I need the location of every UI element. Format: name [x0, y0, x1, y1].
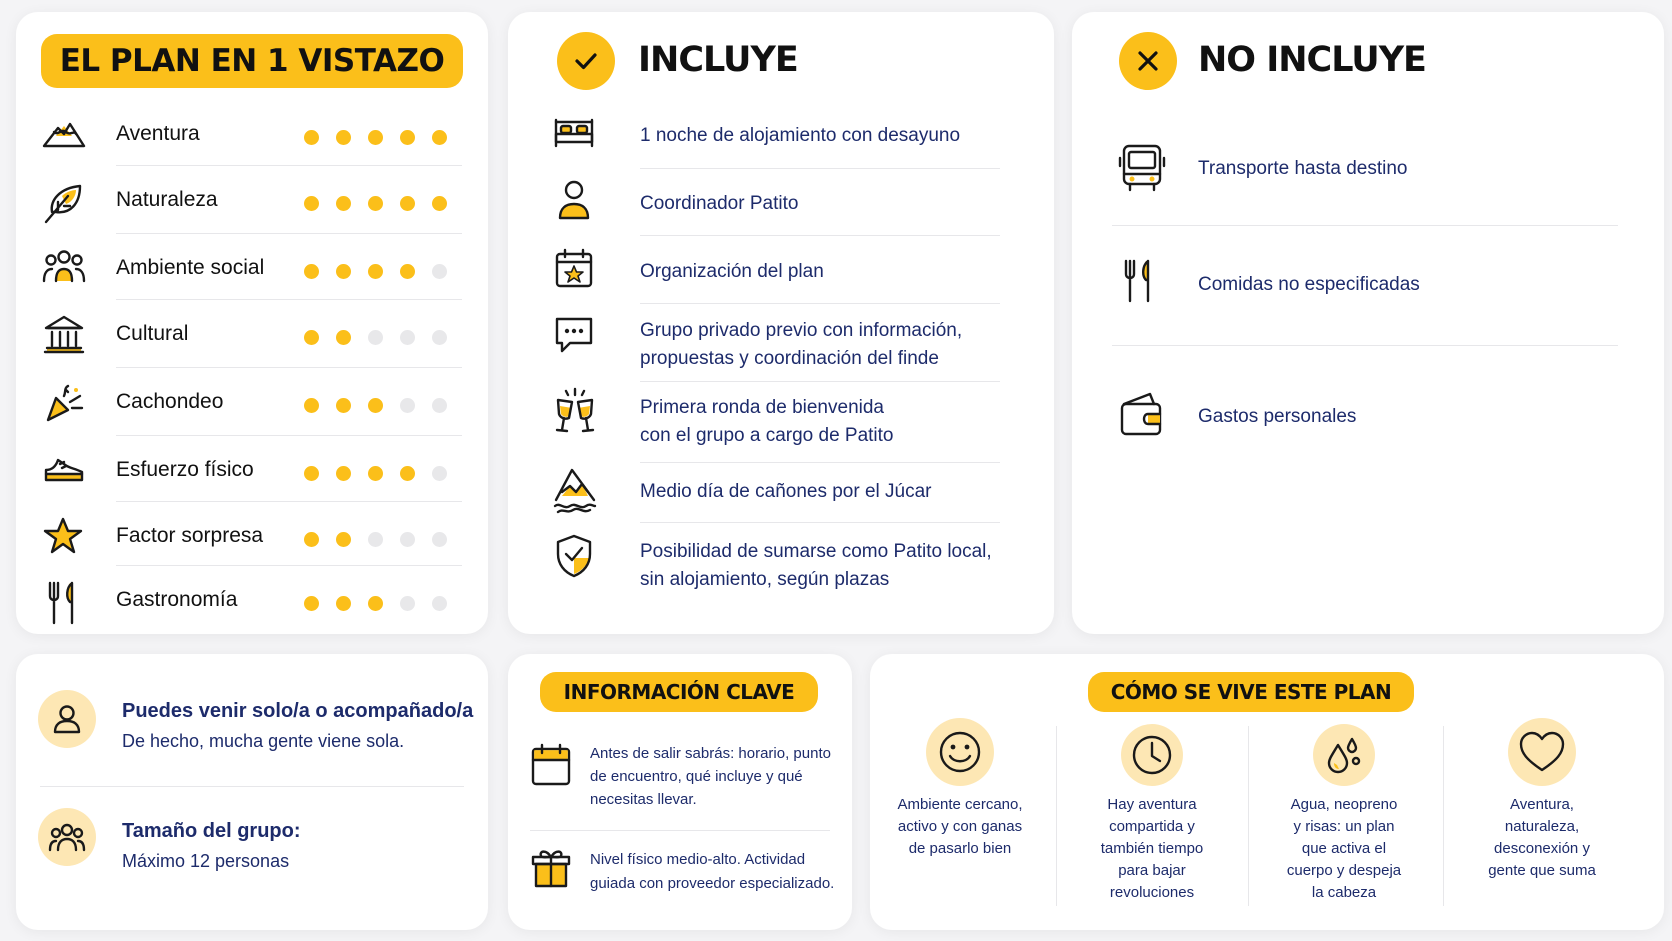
includes-item-text: 1 noche de alojamiento con desayuno — [640, 125, 961, 146]
rating-dots — [304, 398, 454, 412]
excludes-item-text: Transporte hasta destino — [1198, 158, 1408, 179]
cutlery-icon — [42, 580, 86, 620]
rating-label: Cultural — [116, 322, 189, 345]
rating-label: Ambiente social — [116, 256, 265, 279]
rating-dot — [304, 330, 319, 345]
key-info-title: INFORMACIÓN CLAVE — [540, 672, 818, 712]
experience-title: CÓMO SE VIVE ESTE PLAN — [1088, 672, 1414, 712]
rating-dot — [336, 130, 351, 145]
rating-dot — [400, 532, 415, 547]
leaf-icon — [42, 180, 86, 220]
includes-item-text: Primera ronda de bienvenida con el grupo a cargo de Patito — [640, 397, 894, 446]
rating-dots — [304, 532, 454, 546]
people-group-icon — [38, 808, 96, 866]
rating-dot — [432, 130, 447, 145]
rating-dot — [400, 130, 415, 145]
rating-label: Aventura — [116, 122, 200, 145]
rating-dot — [400, 466, 415, 481]
wallet-icon — [1118, 390, 1166, 442]
rating-dot — [400, 596, 415, 611]
excludes-item-text: Comidas no especificadas — [1198, 274, 1420, 295]
rating-dot — [400, 330, 415, 345]
divider — [1112, 345, 1618, 346]
experience-item-text: Aventura, naturaleza, desconexión y gente que suma — [1488, 796, 1596, 879]
divider — [1248, 726, 1249, 906]
rating-label: Gastronomía — [116, 588, 238, 611]
rating-row — [40, 166, 462, 234]
sneaker-icon — [42, 450, 86, 490]
rating-dot — [368, 398, 383, 413]
rating-dot — [400, 398, 415, 413]
calendar-star-icon — [552, 246, 596, 290]
divider — [640, 168, 1000, 169]
museum-icon — [42, 314, 86, 354]
experience-item-text: Ambiente cercano, activo y con ganas de pasarlo bien — [897, 796, 1023, 857]
rating-dot — [304, 596, 319, 611]
rating-dot — [304, 532, 319, 547]
solo-subtitle: De hecho, mucha gente viene sola. — [122, 731, 405, 751]
shield-check-icon — [552, 532, 596, 576]
rating-dot — [432, 196, 447, 211]
divider — [1112, 225, 1618, 226]
divider — [640, 381, 1000, 382]
rating-row — [40, 300, 462, 368]
excludes-item-text: Gastos personales — [1198, 406, 1357, 427]
rating-dot — [336, 466, 351, 481]
chat-bubble-icon — [552, 313, 596, 357]
excludes-card — [1072, 12, 1664, 634]
bus-icon — [1118, 142, 1166, 194]
includes-item-text: Coordinador Patito — [640, 193, 799, 214]
includes-item-text: Medio día de cañones por el Júcar — [640, 481, 932, 502]
rating-dot — [304, 130, 319, 145]
rating-dot — [432, 398, 447, 413]
party-popper-icon — [42, 382, 86, 422]
rating-dot — [336, 196, 351, 211]
canyon-icon — [552, 466, 596, 510]
rating-label: Cachondeo — [116, 390, 224, 413]
rating-dots — [304, 466, 454, 480]
cheers-glasses-icon — [552, 386, 596, 430]
rating-dot — [432, 532, 447, 547]
check-badge-icon — [557, 32, 615, 90]
people-group-icon — [42, 248, 86, 288]
calendar-icon — [530, 742, 572, 793]
rating-row — [40, 368, 462, 436]
plan-overview-title: EL PLAN EN 1 VISTAZO — [41, 34, 463, 88]
rating-dot — [304, 466, 319, 481]
clock-icon — [1121, 724, 1183, 786]
experience-item-text: Hay aventura compartida y también tiempo para bajar revoluciones — [1100, 796, 1204, 901]
divider — [640, 303, 1000, 304]
bed-icon — [552, 112, 596, 156]
person-icon — [38, 690, 96, 748]
cutlery-icon — [1118, 258, 1166, 310]
excludes-title: NO INCLUYE — [1198, 40, 1426, 80]
x-badge-icon — [1119, 32, 1177, 90]
rating-row — [40, 502, 462, 566]
solo-title: Puedes venir solo/a o acompañado/a — [122, 700, 474, 722]
rating-dot — [432, 596, 447, 611]
rating-dot — [432, 466, 447, 481]
group-info-card — [16, 654, 488, 930]
gift-icon — [530, 846, 572, 895]
rating-label: Factor sorpresa — [116, 524, 264, 547]
group-size-value: Máximo 12 personas — [122, 851, 290, 871]
rating-dots — [304, 264, 454, 278]
divider — [640, 235, 1000, 236]
rating-dots — [304, 130, 454, 144]
rating-dot — [368, 264, 383, 279]
includes-item-text: Grupo privado previo con información, propuestas y coordinación del finde — [640, 320, 963, 369]
rating-row — [40, 100, 462, 166]
includes-title: INCLUYE — [638, 40, 798, 80]
divider — [1443, 726, 1444, 906]
rating-dot — [368, 596, 383, 611]
key-info-item: Antes de salir sabrás: horario, punto de encuentro, qué incluye y qué necesitas llevar. — [590, 745, 831, 808]
includes-item-text: Posibilidad de sumarse como Patito local, sin alojamiento, según plazas — [640, 541, 992, 590]
experience-item-text: Agua, neopreno y risas: un plan que activa el cuerpo y despeja la cabeza — [1286, 796, 1402, 901]
rating-dot — [368, 330, 383, 345]
includes-item-text: Organización del plan — [640, 261, 824, 282]
rating-row — [40, 566, 462, 626]
rating-dot — [432, 264, 447, 279]
rating-dot — [400, 196, 415, 211]
water-drops-icon — [1313, 724, 1375, 786]
rating-dot — [368, 130, 383, 145]
divider — [1056, 726, 1057, 906]
rating-dot — [336, 264, 351, 279]
rating-dots — [304, 330, 454, 344]
divider — [640, 522, 1000, 523]
divider — [640, 462, 1000, 463]
rating-dot — [336, 398, 351, 413]
rating-dots — [304, 596, 454, 610]
rating-dot — [336, 330, 351, 345]
group-size-title: Tamaño del grupo: — [122, 820, 301, 842]
mountain-icon — [42, 114, 86, 154]
rating-dots — [304, 196, 454, 210]
rating-dot — [304, 196, 319, 211]
rating-dot — [304, 398, 319, 413]
divider — [530, 830, 830, 831]
rating-dot — [368, 466, 383, 481]
rating-dot — [336, 532, 351, 547]
heart-icon — [1508, 718, 1576, 786]
smile-icon — [926, 718, 994, 786]
rating-label: Esfuerzo físico — [116, 458, 254, 481]
star-icon — [42, 516, 86, 556]
rating-dot — [400, 264, 415, 279]
divider — [40, 786, 464, 787]
rating-label: Naturaleza — [116, 188, 218, 211]
rating-row — [40, 436, 462, 502]
rating-dot — [432, 330, 447, 345]
key-info-item: Nivel físico medio-alto. Actividad guiada con proveedor especializado. — [590, 851, 835, 892]
rating-dot — [368, 196, 383, 211]
rating-dot — [368, 532, 383, 547]
rating-row — [40, 234, 462, 300]
rating-dot — [336, 596, 351, 611]
rating-dot — [304, 264, 319, 279]
person-icon — [552, 178, 596, 222]
